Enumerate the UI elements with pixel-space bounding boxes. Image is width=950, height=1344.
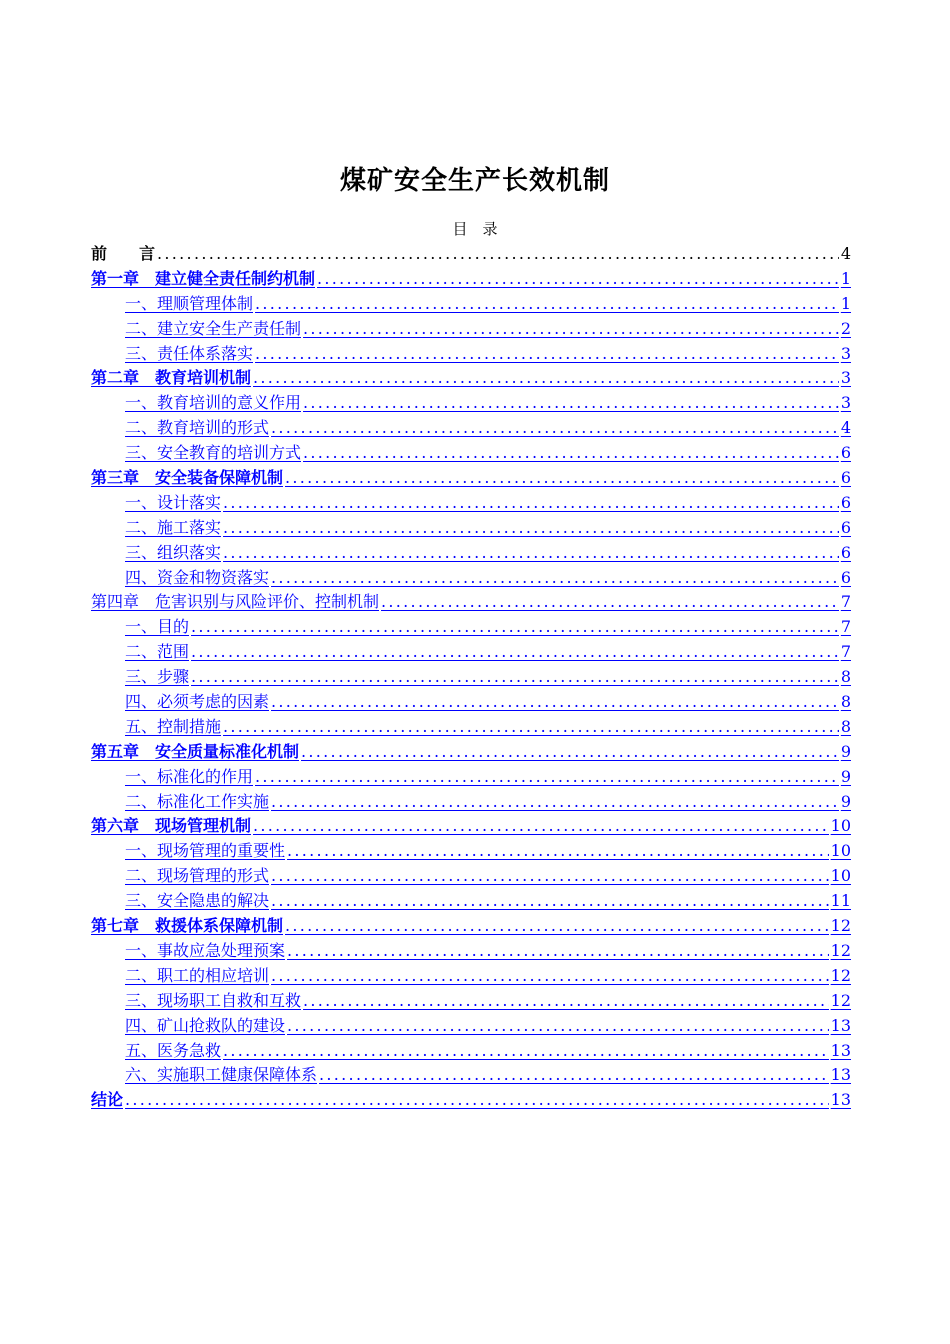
toc-dot-leader: [271, 891, 829, 910]
toc-dot-leader: [303, 319, 839, 338]
toc-page-number: 7: [840, 642, 851, 662]
toc-page-number: 12: [830, 990, 851, 1010]
toc-page-number: 13: [830, 1040, 851, 1060]
toc-dot-leader: [223, 543, 839, 562]
toc-dot-leader: [223, 1041, 829, 1060]
toc-dot-leader: [301, 742, 839, 761]
toc-entry-label: 第五章 安全质量标准化机制: [91, 741, 300, 761]
toc-entry-label: 四、必须考虑的因素: [125, 692, 270, 712]
toc-dot-leader: [255, 344, 839, 363]
toc-dot-leader: [191, 617, 839, 636]
toc-dot-leader: [381, 592, 839, 611]
toc-section-entry[interactable]: [91, 390, 851, 415]
toc-page-number: 4: [840, 244, 851, 263]
toc-entry-label: 第二章 教育培训机制: [91, 368, 252, 388]
toc-chapter-entry[interactable]: [91, 589, 851, 614]
toc-dot-leader: [303, 393, 839, 412]
toc-chapter-entry[interactable]: [91, 813, 851, 838]
toc-dot-leader: [285, 468, 839, 487]
toc-dot-leader: [223, 493, 839, 512]
toc-entry-label: 一、理顺管理体制: [125, 293, 254, 313]
toc-page-number: 10: [830, 816, 851, 836]
toc-section-entry[interactable]: [91, 341, 851, 366]
toc-dot-leader: [125, 1090, 829, 1109]
toc-page-number: 6: [840, 542, 851, 562]
toc-section-entry[interactable]: [91, 1013, 851, 1038]
toc-entry-label: 五、控制措施: [125, 716, 222, 736]
toc-entry-label: 一、目的: [125, 617, 190, 637]
toc-page-number: 6: [840, 492, 851, 512]
table-of-contents: [91, 241, 851, 1112]
toc-dot-leader: [253, 368, 839, 387]
toc-page-number: 4: [840, 418, 851, 438]
toc-page-number: 10: [830, 866, 851, 886]
toc-section-entry[interactable]: [91, 316, 851, 341]
toc-dot-leader: [223, 717, 839, 736]
toc-page-number: 8: [840, 667, 851, 687]
toc-page-number: 9: [840, 741, 851, 761]
toc-section-entry[interactable]: [91, 1062, 851, 1087]
toc-dot-leader: [287, 1016, 829, 1035]
toc-entry-label: 四、资金和物资落实: [125, 567, 270, 587]
toc-section-entry[interactable]: [91, 988, 851, 1013]
toc-dot-leader: [271, 692, 839, 711]
toc-entry-label: 五、医务急救: [125, 1040, 222, 1060]
toc-page-number: 13: [830, 1090, 851, 1110]
toc-entry-label: 三、组织落实: [125, 542, 222, 562]
toc-page-number: 9: [840, 766, 851, 786]
toc-dot-leader: [271, 568, 839, 587]
toc-section-entry[interactable]: [91, 888, 851, 913]
toc-entry-label: 第三章 安全装备保障机制: [91, 468, 284, 488]
toc-page-number: 7: [840, 592, 851, 612]
toc-dot-leader: [303, 443, 839, 462]
toc-chapter-entry[interactable]: [91, 266, 851, 291]
toc-page-number: 13: [830, 1065, 851, 1085]
toc-dot-leader: [271, 418, 839, 437]
toc-section-entry[interactable]: [91, 291, 851, 316]
toc-page-number: 8: [840, 692, 851, 712]
toc-entry-label: 二、标准化工作实施: [125, 791, 270, 811]
toc-page-number: 6: [840, 567, 851, 587]
toc-section-entry[interactable]: [91, 689, 851, 714]
toc-page-number: 6: [840, 468, 851, 488]
toc-entry-label: 一、教育培训的意义作用: [125, 393, 302, 413]
toc-chapter-entry[interactable]: [91, 1087, 851, 1112]
page-title: 煤矿安全生产长效机制: [339, 166, 610, 196]
toc-chapter-entry: [91, 241, 851, 266]
toc-section-entry[interactable]: [91, 490, 851, 515]
toc-section-entry[interactable]: [91, 565, 851, 590]
toc-dot-leader: [191, 642, 839, 661]
toc-entry-label: 六、实施职工健康保障体系: [125, 1065, 318, 1085]
toc-entry-label: 第一章 建立健全责任制约机制: [91, 268, 316, 288]
toc-entry-label: 二、范围: [125, 642, 190, 662]
toc-entry-label: 第七章 救援体系保障机制: [91, 916, 284, 936]
toc-heading: 目 录: [452, 220, 498, 238]
toc-entry-label: 二、职工的相应培训: [125, 965, 270, 985]
toc-entry-label: 一、设计落实: [125, 492, 222, 512]
toc-entry-label: 二、教育培训的形式: [125, 418, 270, 438]
toc-page-number: 1: [840, 268, 851, 288]
toc-section-entry[interactable]: [91, 515, 851, 540]
toc-section-entry[interactable]: [91, 540, 851, 565]
toc-entry-label: 一、事故应急处理预案: [125, 940, 286, 960]
toc-chapter-entry[interactable]: [91, 365, 851, 390]
toc-dot-leader: [285, 916, 829, 935]
toc-dot-leader: [271, 966, 829, 985]
toc-page-number: 6: [840, 517, 851, 537]
toc-page-number: 3: [840, 368, 851, 388]
toc-section-entry[interactable]: [91, 938, 851, 963]
toc-entry-label: 三、步骤: [125, 667, 190, 687]
toc-section-entry[interactable]: [91, 863, 851, 888]
toc-page-number: 2: [840, 318, 851, 338]
toc-dot-leader: [287, 841, 829, 860]
toc-dot-leader: [271, 792, 839, 811]
toc-dot-leader: [271, 866, 829, 885]
toc-entry-label: 一、标准化的作用: [125, 766, 254, 786]
toc-page-number: 12: [830, 916, 851, 936]
toc-section-entry[interactable]: [91, 838, 851, 863]
toc-dot-leader: [287, 941, 829, 960]
toc-dot-leader: [319, 1065, 829, 1084]
toc-entry-label: 三、安全隐患的解决: [125, 891, 270, 911]
toc-section-entry[interactable]: [91, 1038, 851, 1063]
toc-page-number: 6: [840, 443, 851, 463]
toc-section-entry[interactable]: [91, 415, 851, 440]
toc-page-number: 13: [830, 1015, 851, 1035]
toc-dot-leader: [191, 667, 839, 686]
toc-chapter-entry[interactable]: [91, 739, 851, 764]
toc-entry-label: 三、安全教育的培训方式: [125, 443, 302, 463]
toc-dot-leader: [317, 269, 839, 288]
toc-section-entry[interactable]: [91, 789, 851, 814]
toc-entry-label: 三、责任体系落实: [125, 343, 254, 363]
toc-entry-label: 二、现场管理的形式: [125, 866, 270, 886]
toc-section-entry[interactable]: [91, 764, 851, 789]
toc-page-number: 7: [840, 617, 851, 637]
toc-chapter-entry[interactable]: [91, 465, 851, 490]
toc-section-entry[interactable]: [91, 614, 851, 639]
toc-dot-leader: [253, 816, 829, 835]
toc-section-entry[interactable]: [91, 714, 851, 739]
toc-page-number: 9: [840, 791, 851, 811]
toc-page-number: 8: [840, 716, 851, 736]
toc-page-number: 12: [830, 940, 851, 960]
toc-page-number: 12: [830, 965, 851, 985]
toc-dot-leader: [157, 244, 839, 263]
toc-entry-label: 前 言: [91, 244, 156, 263]
toc-entry-label: 二、施工落实: [125, 517, 222, 537]
toc-page-number: 3: [840, 393, 851, 413]
toc-section-entry[interactable]: [91, 664, 851, 689]
toc-entry-label: 四、矿山抢救队的建设: [125, 1015, 286, 1035]
toc-page-number: 10: [830, 841, 851, 861]
toc-section-entry[interactable]: [91, 963, 851, 988]
toc-page-number: 3: [840, 343, 851, 363]
toc-page-number: 1: [840, 293, 851, 313]
toc-entry-label: 第四章 危害识别与风险评价、控制机制: [91, 592, 380, 612]
toc-page-number: 11: [830, 891, 851, 911]
toc-entry-label: 三、现场职工自救和互救: [125, 990, 302, 1010]
toc-entry-label: 二、建立安全生产责任制: [125, 318, 302, 338]
toc-dot-leader: [255, 294, 839, 313]
toc-dot-leader: [303, 991, 829, 1010]
toc-entry-label: 第六章 现场管理机制: [91, 816, 252, 836]
toc-dot-leader: [223, 518, 839, 537]
toc-chapter-entry[interactable]: [91, 913, 851, 938]
toc-section-entry[interactable]: [91, 440, 851, 465]
toc-dot-leader: [255, 767, 839, 786]
toc-entry-label: 一、现场管理的重要性: [125, 841, 286, 861]
toc-entry-label: 结论: [91, 1090, 124, 1110]
toc-section-entry[interactable]: [91, 639, 851, 664]
